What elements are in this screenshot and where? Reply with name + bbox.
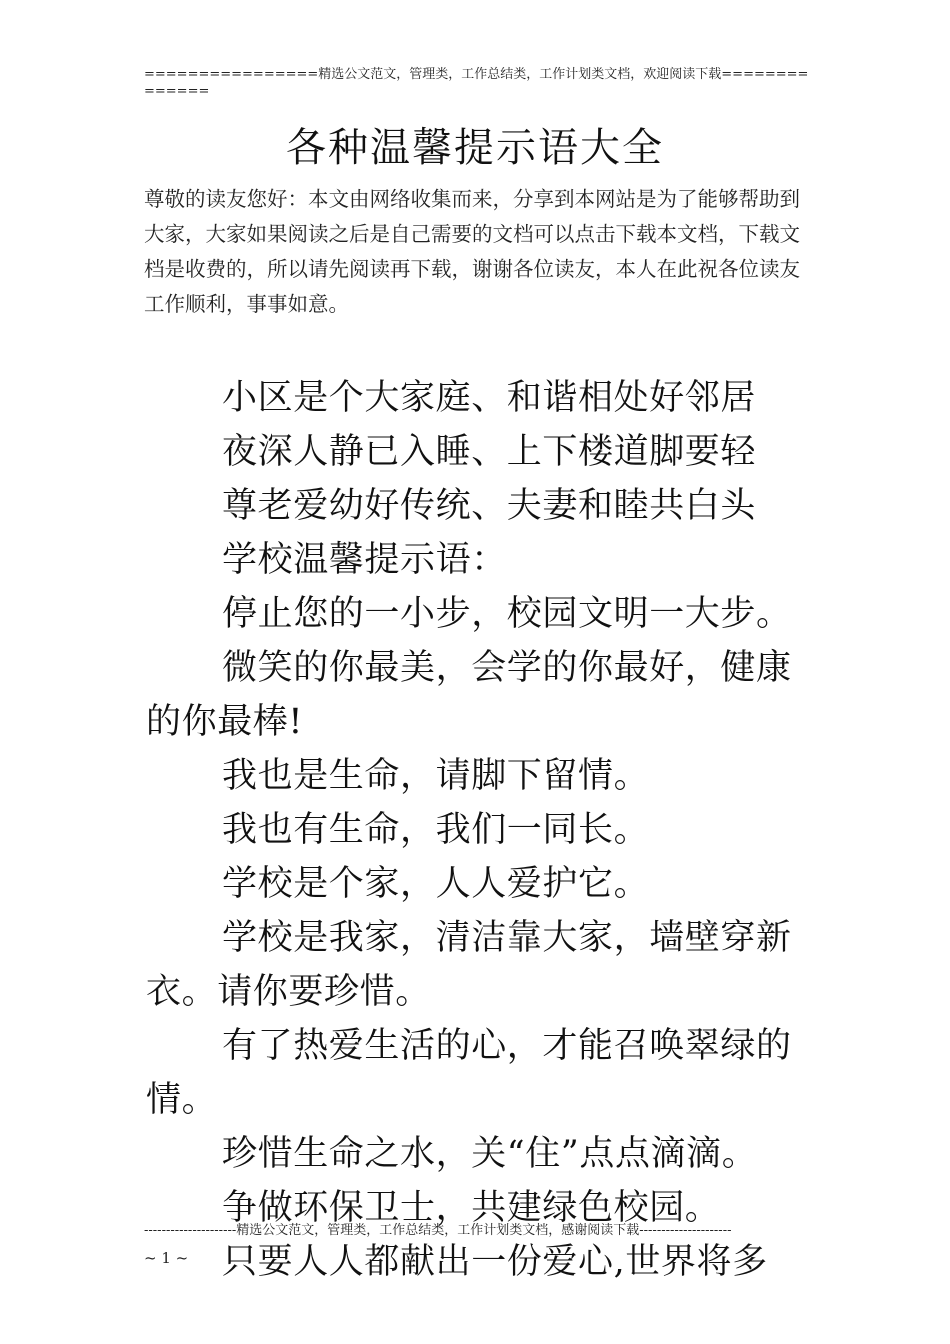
paragraph: 学校是我家，清洁靠大家，墙壁穿新衣。请你要珍惜。 [146, 918, 792, 1012]
paragraph: 学校是个家，人人爱护它。 [222, 864, 650, 904]
paragraph: 学校温馨提示语： [222, 540, 507, 580]
paragraph: 珍惜生命之水，关“住”点点滴滴。 [222, 1134, 758, 1174]
paragraph: 停止您的一小步，校园文明一大步。 [222, 594, 792, 634]
paragraph: 我也有生命，我们一同长。 [222, 810, 650, 850]
paragraph: 小区是个大家庭、和谐相处好邻居 [222, 378, 757, 418]
paragraph: 微笑的你最美，会学的你最好，健康的你最棒! [146, 648, 792, 742]
paragraph: 只要人人都献出一份爱心,世界将多 [222, 1242, 768, 1282]
page-title: 各种温馨提示语大全 [286, 125, 664, 171]
paragraph: 争做环保卫士，共建绿色校园。 [222, 1188, 721, 1228]
paragraph: 尊老爱幼好传统、夫妻和睦共白头 [222, 486, 757, 526]
footer-banner: ---------------------精选公文范文，管理类，工作总结类，工作计划类文档，感谢阅读下载--------------------- [144, 1223, 732, 1238]
paragraph: 夜深人静已入睡、上下楼道脚要轻 [222, 432, 757, 472]
paragraph: 我也是生命，请脚下留情。 [222, 756, 650, 796]
page-number: ~ 1 ~ [144, 1249, 189, 1267]
reader-notice: 尊敬的读友您好：本文由网络收集而来，分享到本网站是为了能够帮助到大家，大家如果阅读之后是自己需要的文档可以点击下载本文档，下载文档是收费的，所以请先阅读再下载，谢谢各位读友，本人在此祝各位读友工作顺利，事事如意。 [144, 187, 800, 316]
paragraph: 有了热爱生活的心，才能召唤翠绿的情。 [146, 1026, 792, 1120]
document-body [146, 371, 810, 1289]
header-banner: ================精选公文范文，管理类，工作总结类，工作计划类文档，欢迎阅读下载============== [144, 67, 809, 99]
